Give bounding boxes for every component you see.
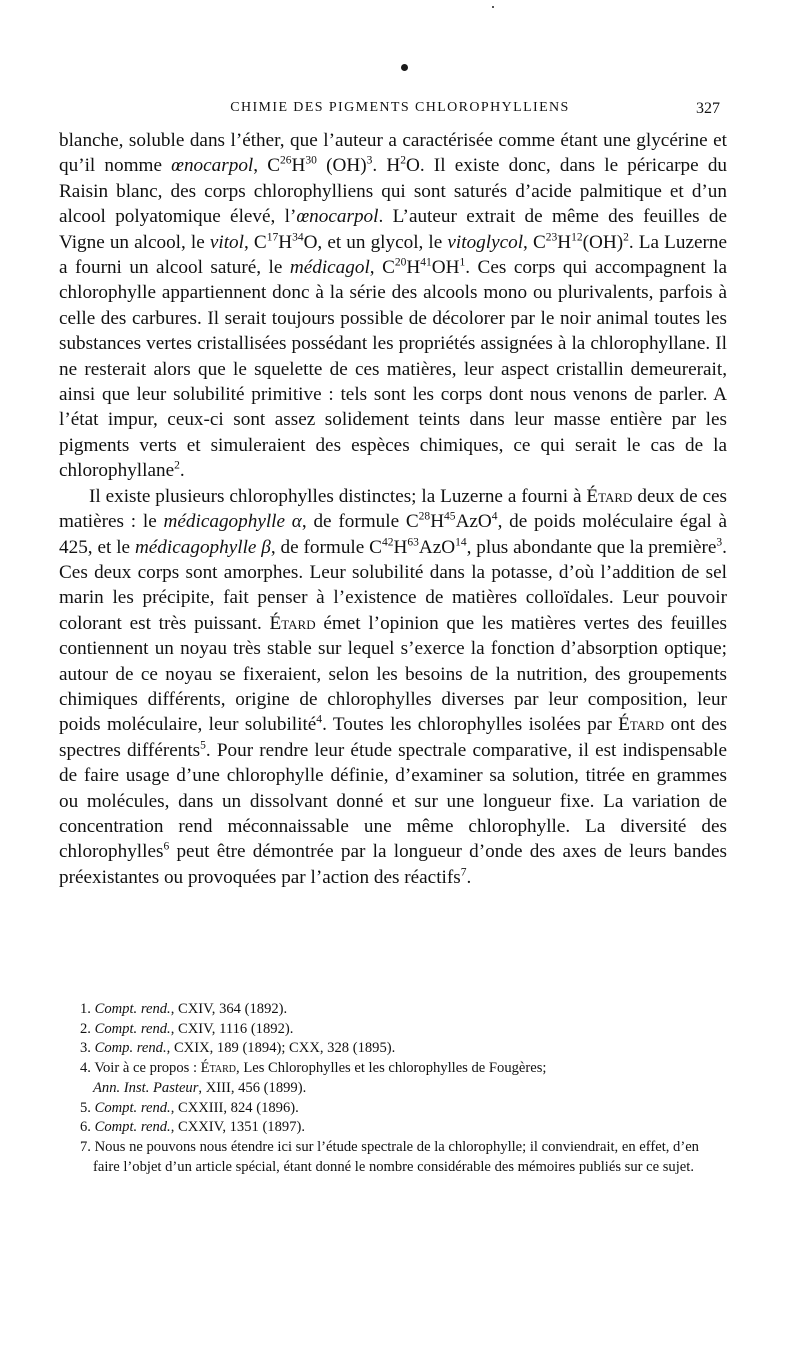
footnote-2: 2. Compt. rend., CXIV, 1116 (1892). (80, 1020, 294, 1037)
footnotes (80, 1000, 728, 1177)
printer-dot (401, 64, 408, 71)
footnote-ref-5: 5 (200, 739, 206, 752)
body-text (59, 128, 727, 890)
running-head (80, 100, 720, 126)
paragraph-2: Il existe plusieurs chlorophylles distinctes; la Luzerne a fourni à Étard deux de ces matières : le médicagophylle α, de formule $C^{28}H^{45}AzO^4$, de poids moléculaire égal à 425, et le médicagophylle β, de formule $C^{42}H^{63}AzO^{14}$, plus abondante que la première$^3$. Ces deux corps sont amorphes. Leur solubilité dans la potasse, d’où l’addition de sel marin les précipite, fait penser à l’existence de matières colloïdales. Leur pouvoir colorant est très puissant. Étard émet l’opinion que les matières vertes des feuilles contiennent un noyau très stable sur lequel s’exerce la fonction d’absorption optique; autour de ce noyau se fixeraient, selon les besoins de la nutrition, des groupements chimiques différents, origine de chlorophylles diverses par leur composition, leur poids moléculaire, leur solubilité$^4$. Toutes les chlorophylles isolées par Étard ont des spectres différents$^5$. Pour rendre leur étude spectrale comparative, il est indispensable de faire usage d’une chlorophylle définie, d’examiner sa solution, titrée en grammes ou molécules, dans un dissolvant donné et sur une longueur fixe. La variation de concentration rend méconnaissable une même chlorophylle. La diversité des chlorophylles$^6$ peut être démontrée par la longueur d’onde des axes de leurs bandes préexistantes ou provoquées par l’action des réactifs$^7$. (59, 485, 728, 888)
footnote-5: 5. Compt. rend., CXXIII, 824 (1896). (80, 1099, 299, 1116)
footnote-7: 7. Nous ne pouvons nous étendre ici sur l’étude spectrale de la chlorophylle; il conviendrait, en effet, d’en faire l’objet d’un article spécial, étant donné le nombre considérable des mémoires publiés sur ce sujet. (80, 1138, 699, 1175)
footnote-ref-7: 7 (460, 866, 467, 879)
footnote-ref-6: 6 (163, 840, 170, 853)
footnote-ref-3: 3 (716, 536, 723, 549)
footnote-6: 6. Compt. rend., CXXIV, 1351 (1897). (80, 1119, 306, 1136)
paragraph-1: blanche, soluble dans l’éther, que l’auteur a caractérisée comme étant une glycérine et qu’il nomme œnocarpol, $C^{26}H^{30}$ (OH)$^3$. $H^2O$. Il existe donc, dans le péricarpe du Raisin blanc, des corps chlorophylliens qui sont saturés d’acide palmitique et d’un alcool polyatomique élevé, l’œnocarpol. L’auteur extrait de même des feuilles de Vigne un alcool, le vitol, $C^{17}H^{34}O$, et un glycol, le vitoglycol, $C^{23}H^{12}(OH)^2$. La Luzerne a fourni un alcool saturé, le médicagol, $C^{20}H^{41}OH^1$. Ces corps qui accompagnent la chlorophylle appartiennent donc à la série des alcools mono ou plurivalents, parfois à celle des carbures. Il serait toujours possible de décolorer par le noir animal toutes les substances vertes cristallisées possédant les propriétés assignées à la chlorophyllane. Il ne resterait alors que le squelette de ces matières, leur aspect cristallin demeurerait, ainsi que leur solubilité primitive : tels sont les corps dont nous venons de parler. A l’état impur, ceux-ci sont assez solidement teints dans leur masse entière par les pigments verts et simuleraient des espèces chimiques, ce qui serait le cas de la chlorophyllane$^2$. (59, 130, 728, 482)
footnote-ref-2: 2 (174, 459, 180, 472)
footnote-ref-4: 4 (316, 713, 323, 726)
running-title: CHIMIE DES PIGMENTS CHLOROPHYLLIENS (230, 100, 570, 115)
footnote-4: 4. Voir à ce propos : Étard, Les Chlorophylles et les chlorophylles de Fougères; Ann. Inst. Pasteur, XIII, 456 (1899). (80, 1060, 547, 1096)
footnote-1: 1. Compt. rend., CXIV, 364 (1892). (80, 1001, 288, 1017)
scan-speck (492, 6, 494, 8)
footnote-ref-1: 1 (459, 256, 466, 269)
page-number: 327 (696, 100, 720, 117)
footnote-3: 3. Comp. rend., CXIX, 189 (1894); CXX, 328 (1895). (80, 1040, 396, 1057)
